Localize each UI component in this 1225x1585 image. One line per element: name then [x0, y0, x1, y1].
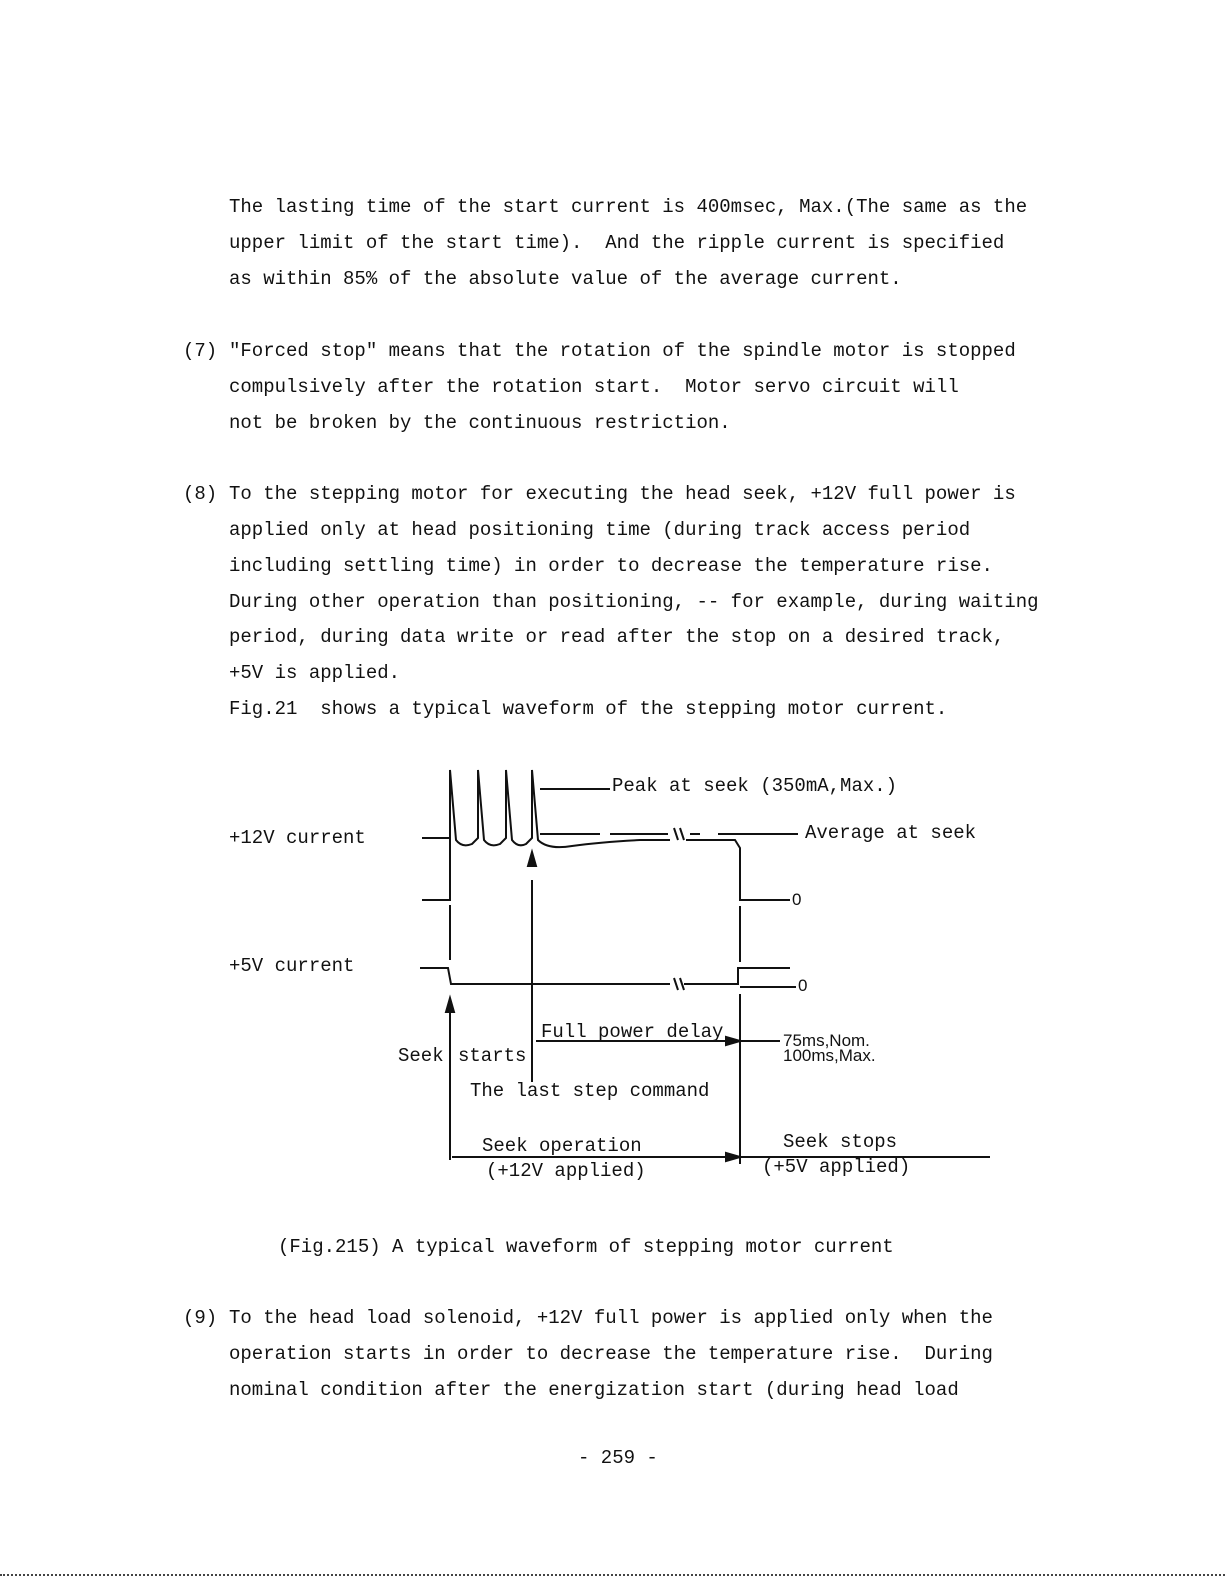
full-power-delay-label: Full power delay [541, 1021, 724, 1043]
paragraph-line: compulsively after the rotation start. Motor servo circuit will [229, 376, 959, 398]
delay-max-label: 100ms,Max. [783, 1046, 876, 1065]
paragraph-line: During other operation than positioning, -- for example, during waiting [229, 591, 1039, 613]
seek-start-arrow [446, 998, 454, 1012]
delay-nominal-label: 75ms,Nom. [783, 1031, 870, 1050]
peak-label: Peak at seek (350mA,Max.) [612, 775, 898, 797]
break-mark-5v [674, 978, 684, 990]
starts-label: starts [458, 1045, 527, 1067]
scan-edge-rule [0, 1574, 1225, 1576]
waveform-5v-trace [420, 968, 790, 984]
seek-operation-label: Seek operation [482, 1135, 642, 1157]
paragraph-line: not be broken by the continuous restriction. [229, 412, 731, 434]
waveform-12v-start [422, 838, 450, 900]
last-step-arrow [528, 852, 536, 866]
paragraph-line: as within 85% of the absolute value of the average current. [229, 268, 902, 290]
seek-label: Seek [398, 1045, 444, 1067]
seek-stops-label: Seek stops [783, 1131, 898, 1153]
figure-caption: (Fig.215) A typical waveform of stepping motor current [278, 1236, 894, 1258]
zero-5v-label: 0 [798, 976, 808, 995]
paragraph-line: To the head load solenoid, +12V full power is applied only when the [229, 1307, 993, 1329]
paragraph-line: applied only at head positioning time (during track access period [229, 519, 971, 541]
paragraph-line: +5V is applied. [229, 662, 401, 684]
zero-12v-label: 0 [792, 890, 802, 909]
label-12v-current: +12V current [229, 827, 366, 849]
average-label: Average at seek [805, 822, 977, 844]
applied-12v-label: (+12V applied) [486, 1160, 646, 1182]
paragraph-line: "Forced stop" means that the rotation of the spindle motor is stopped [229, 340, 1016, 362]
paragraph-line: operation starts in order to decrease the temperature rise. During [229, 1343, 993, 1365]
last-step-label: The last step command [470, 1080, 710, 1102]
full-power-delay-arrow [726, 1037, 740, 1045]
item-number: (9) [183, 1307, 218, 1329]
seek-operation-arrow [726, 1153, 740, 1161]
paragraph-line: The lasting time of the start current is 400msec, Max.(The same as the [229, 196, 1028, 218]
item-number: (7) [183, 340, 218, 362]
paragraph-line: upper limit of the start time). And the ripple current is specified [229, 232, 1005, 254]
paragraph-line: To the stepping motor for executing the head seek, +12V full power is [229, 483, 1016, 505]
waveform-12v-end [686, 840, 790, 900]
page-number: - 259 - [578, 1447, 658, 1469]
paragraph-line: Fig.21 shows a typical waveform of the stepping motor current. [229, 698, 948, 720]
label-5v-current: +5V current [229, 955, 355, 977]
break-mark-12v [674, 828, 684, 840]
item-number: (8) [183, 483, 218, 505]
paragraph-line: including settling time) in order to decrease the temperature rise. [229, 555, 993, 577]
applied-5v-label: (+5V applied) [762, 1156, 911, 1178]
paragraph-line: nominal condition after the energization start (during head load [229, 1379, 959, 1401]
paragraph-line: period, during data write or read after the stop on a desired track, [229, 626, 1005, 648]
